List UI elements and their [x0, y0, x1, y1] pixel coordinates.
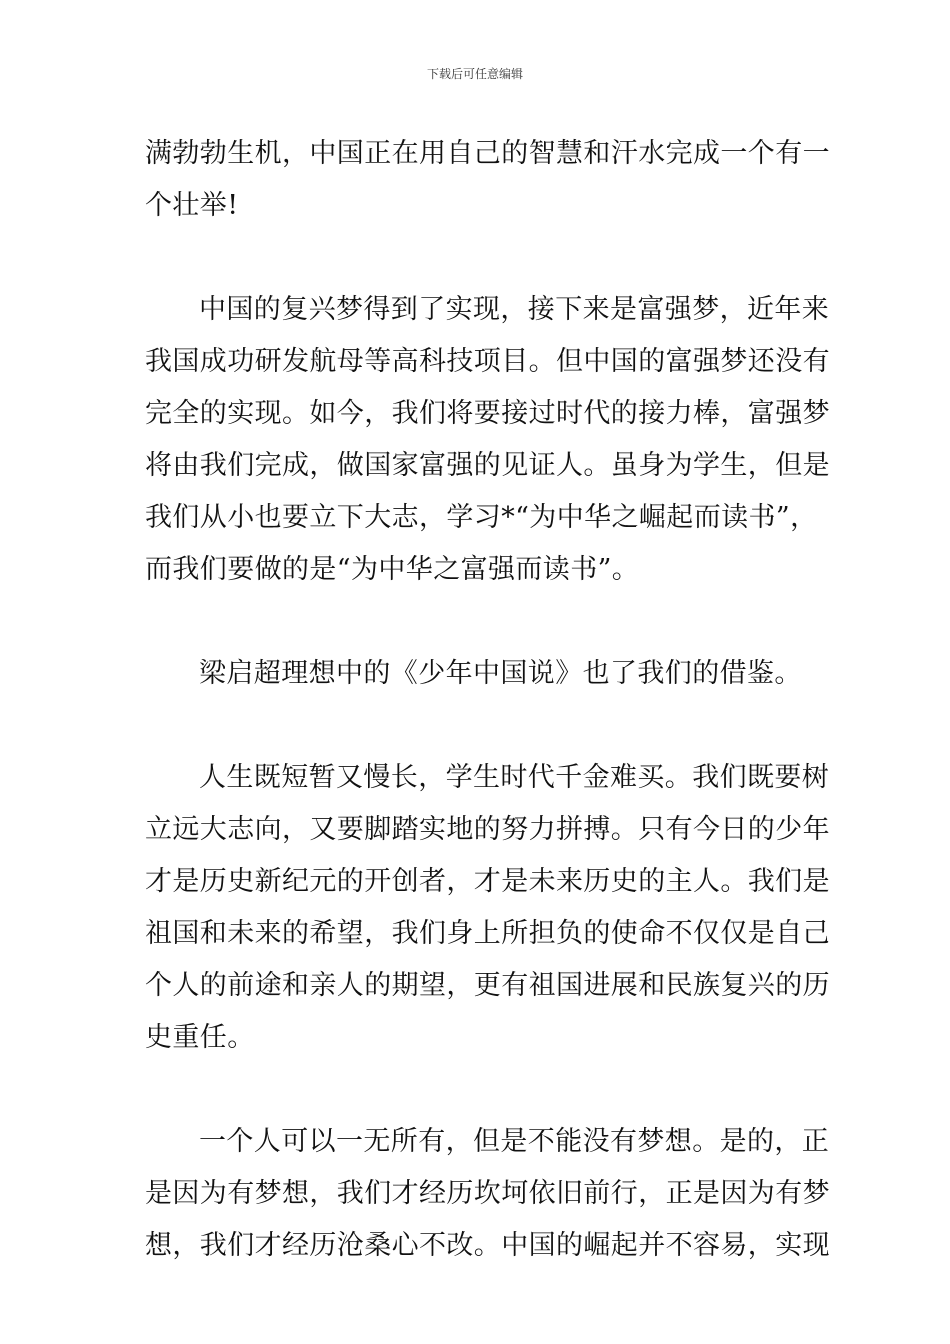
paragraph-gap: [145, 596, 810, 648]
paragraph-gap: [145, 232, 810, 284]
text-line: 想，我们才经历沧桑心不改。中国的崛起并不容易，实现: [145, 1230, 830, 1261]
text-line: 一个人可以一无所有，但是不能没有梦想。是的，正: [199, 1126, 830, 1157]
paragraph: [145, 752, 830, 1064]
document-body: [145, 128, 830, 1272]
paragraph: [145, 648, 810, 700]
page-header: 下载后可任意编辑: [426, 67, 523, 81]
text-line: 中国的复兴梦得到了实现，接下来是富强梦，近年来: [199, 294, 830, 325]
text-line: 立远大志向，又要脚踏实地的努力拼搏。只有今日的少年: [145, 814, 830, 845]
text-line: 满勃勃生机，中国正在用自己的智慧和汗水完成一个有一: [145, 138, 830, 169]
text-line: 梁启超理想中的《少年中国说》也了我们的借鉴。: [199, 658, 802, 689]
text-line: 才是历史新纪元的开创者，才是未来历史的主人。我们是: [145, 866, 830, 897]
text-line: 个人的前途和亲人的期望，更有祖国进展和民族复兴的历: [145, 970, 830, 1001]
text-line: 完全的实现。如今，我们将要接过时代的接力棒，富强梦: [145, 398, 830, 429]
text-line: 祖国和未来的希望，我们身上所担负的使命不仅仅是自己: [145, 918, 830, 949]
paragraph: [145, 128, 830, 232]
text-line: 将由我们完成，做国家富强的见证人。虽身为学生，但是: [145, 450, 830, 481]
text-line: 我国成功研发航母等高科技项目。但中国的富强梦还没有: [145, 346, 830, 377]
paragraph-gap: [145, 1064, 810, 1116]
text-line: 史重任。: [145, 1022, 255, 1053]
text-line: 个壮举!: [145, 190, 239, 221]
text-line: 是因为有梦想，我们才经历坎坷依旧前行，正是因为有梦: [145, 1178, 830, 1209]
text-line: 我们从小也要立下大志，学习*“为中华之崛起而读书”，: [145, 502, 818, 533]
paragraph-gap: [145, 700, 810, 752]
text-line: 人生既短暂又慢长，学生时代千金难买。我们既要树: [199, 762, 830, 793]
paragraph: [145, 1116, 830, 1272]
paragraph: [145, 284, 830, 596]
text-line: 而我们要做的是“为中华之富强而读书”。: [145, 554, 640, 585]
